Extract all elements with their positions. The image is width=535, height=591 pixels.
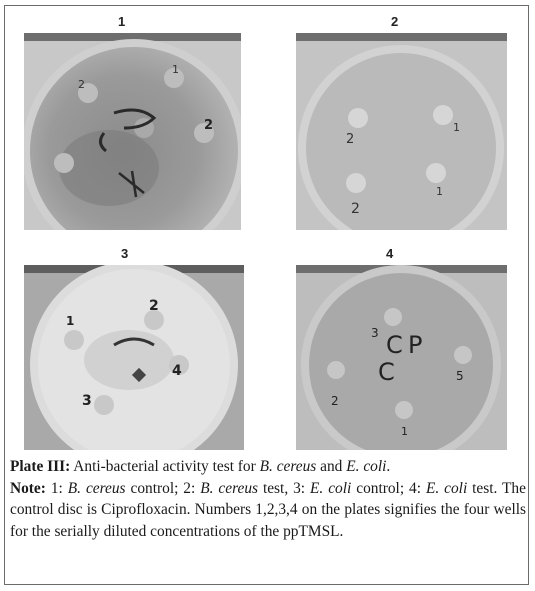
plate-2-mark: 2 bbox=[346, 132, 355, 147]
note-label: Note: bbox=[10, 479, 46, 497]
well bbox=[395, 401, 413, 419]
plate-3-mark: 2 bbox=[149, 298, 159, 314]
plate-2-mark: 2 bbox=[351, 201, 360, 217]
plate-4-photo bbox=[296, 265, 507, 450]
caption-text: . bbox=[386, 458, 391, 475]
caption-text: and bbox=[316, 458, 347, 475]
plate-3-mark: 4 bbox=[172, 363, 182, 379]
well bbox=[426, 163, 446, 183]
well bbox=[64, 330, 84, 350]
plate-2-photo bbox=[296, 33, 507, 230]
plate-4-mark: P bbox=[408, 331, 423, 359]
well bbox=[454, 346, 472, 364]
well bbox=[348, 108, 368, 128]
well bbox=[327, 361, 345, 379]
plate-2-mark: 1 bbox=[436, 185, 443, 198]
organism-name: B. cereus bbox=[200, 479, 259, 497]
plate-3-mark: 1 bbox=[66, 314, 75, 328]
plate-4-mark: 3 bbox=[371, 326, 379, 340]
plate-4-mark: 2 bbox=[331, 394, 339, 408]
plate-label: Plate III: bbox=[10, 458, 71, 475]
caption-text: control; 2: bbox=[125, 479, 201, 497]
plate-1-mark: 2 bbox=[78, 78, 85, 91]
caption-text: test. The control disc is Ciprofloxacin. Numbers 1,2,3,4 on the plates signifies the four wells for the serially diluted concentrations of the ppTMSL. bbox=[10, 479, 526, 540]
organism-name: E. coli bbox=[310, 479, 352, 497]
plate-4-mark: C bbox=[378, 358, 395, 386]
caption-text: control; 4: bbox=[351, 479, 426, 497]
plate-1-mark: 1 bbox=[172, 63, 179, 76]
plate-1-mark: 2 bbox=[204, 118, 214, 133]
well bbox=[94, 395, 114, 415]
plate-2-mark: 1 bbox=[453, 121, 460, 134]
plate-3-photo bbox=[24, 265, 244, 450]
well bbox=[433, 105, 453, 125]
plate-4-mark: 1 bbox=[401, 425, 408, 438]
organism-name: E. coli bbox=[425, 479, 468, 497]
caption-text: 1: bbox=[45, 479, 68, 497]
panel-number-2: 2 bbox=[391, 14, 399, 29]
panel-number-4: 4 bbox=[386, 246, 394, 261]
plate-4-mark: 5 bbox=[456, 369, 464, 383]
caption-text: test, 3: bbox=[258, 479, 311, 497]
plate-3-mark: 3 bbox=[82, 393, 92, 409]
plate-1-photo bbox=[24, 33, 241, 230]
organism-name: E. coli bbox=[346, 458, 387, 475]
well bbox=[346, 173, 366, 193]
figure-caption bbox=[10, 456, 526, 542]
caption-text: Anti-bacterial activity test for bbox=[70, 458, 260, 475]
plate-4-mark: C bbox=[386, 331, 403, 359]
well bbox=[384, 308, 402, 326]
panel-number-3: 3 bbox=[121, 246, 129, 261]
well bbox=[54, 153, 74, 173]
organism-name: B. cereus bbox=[259, 458, 317, 475]
organism-name: B. cereus bbox=[67, 479, 126, 497]
panel-number-1: 1 bbox=[118, 14, 126, 29]
